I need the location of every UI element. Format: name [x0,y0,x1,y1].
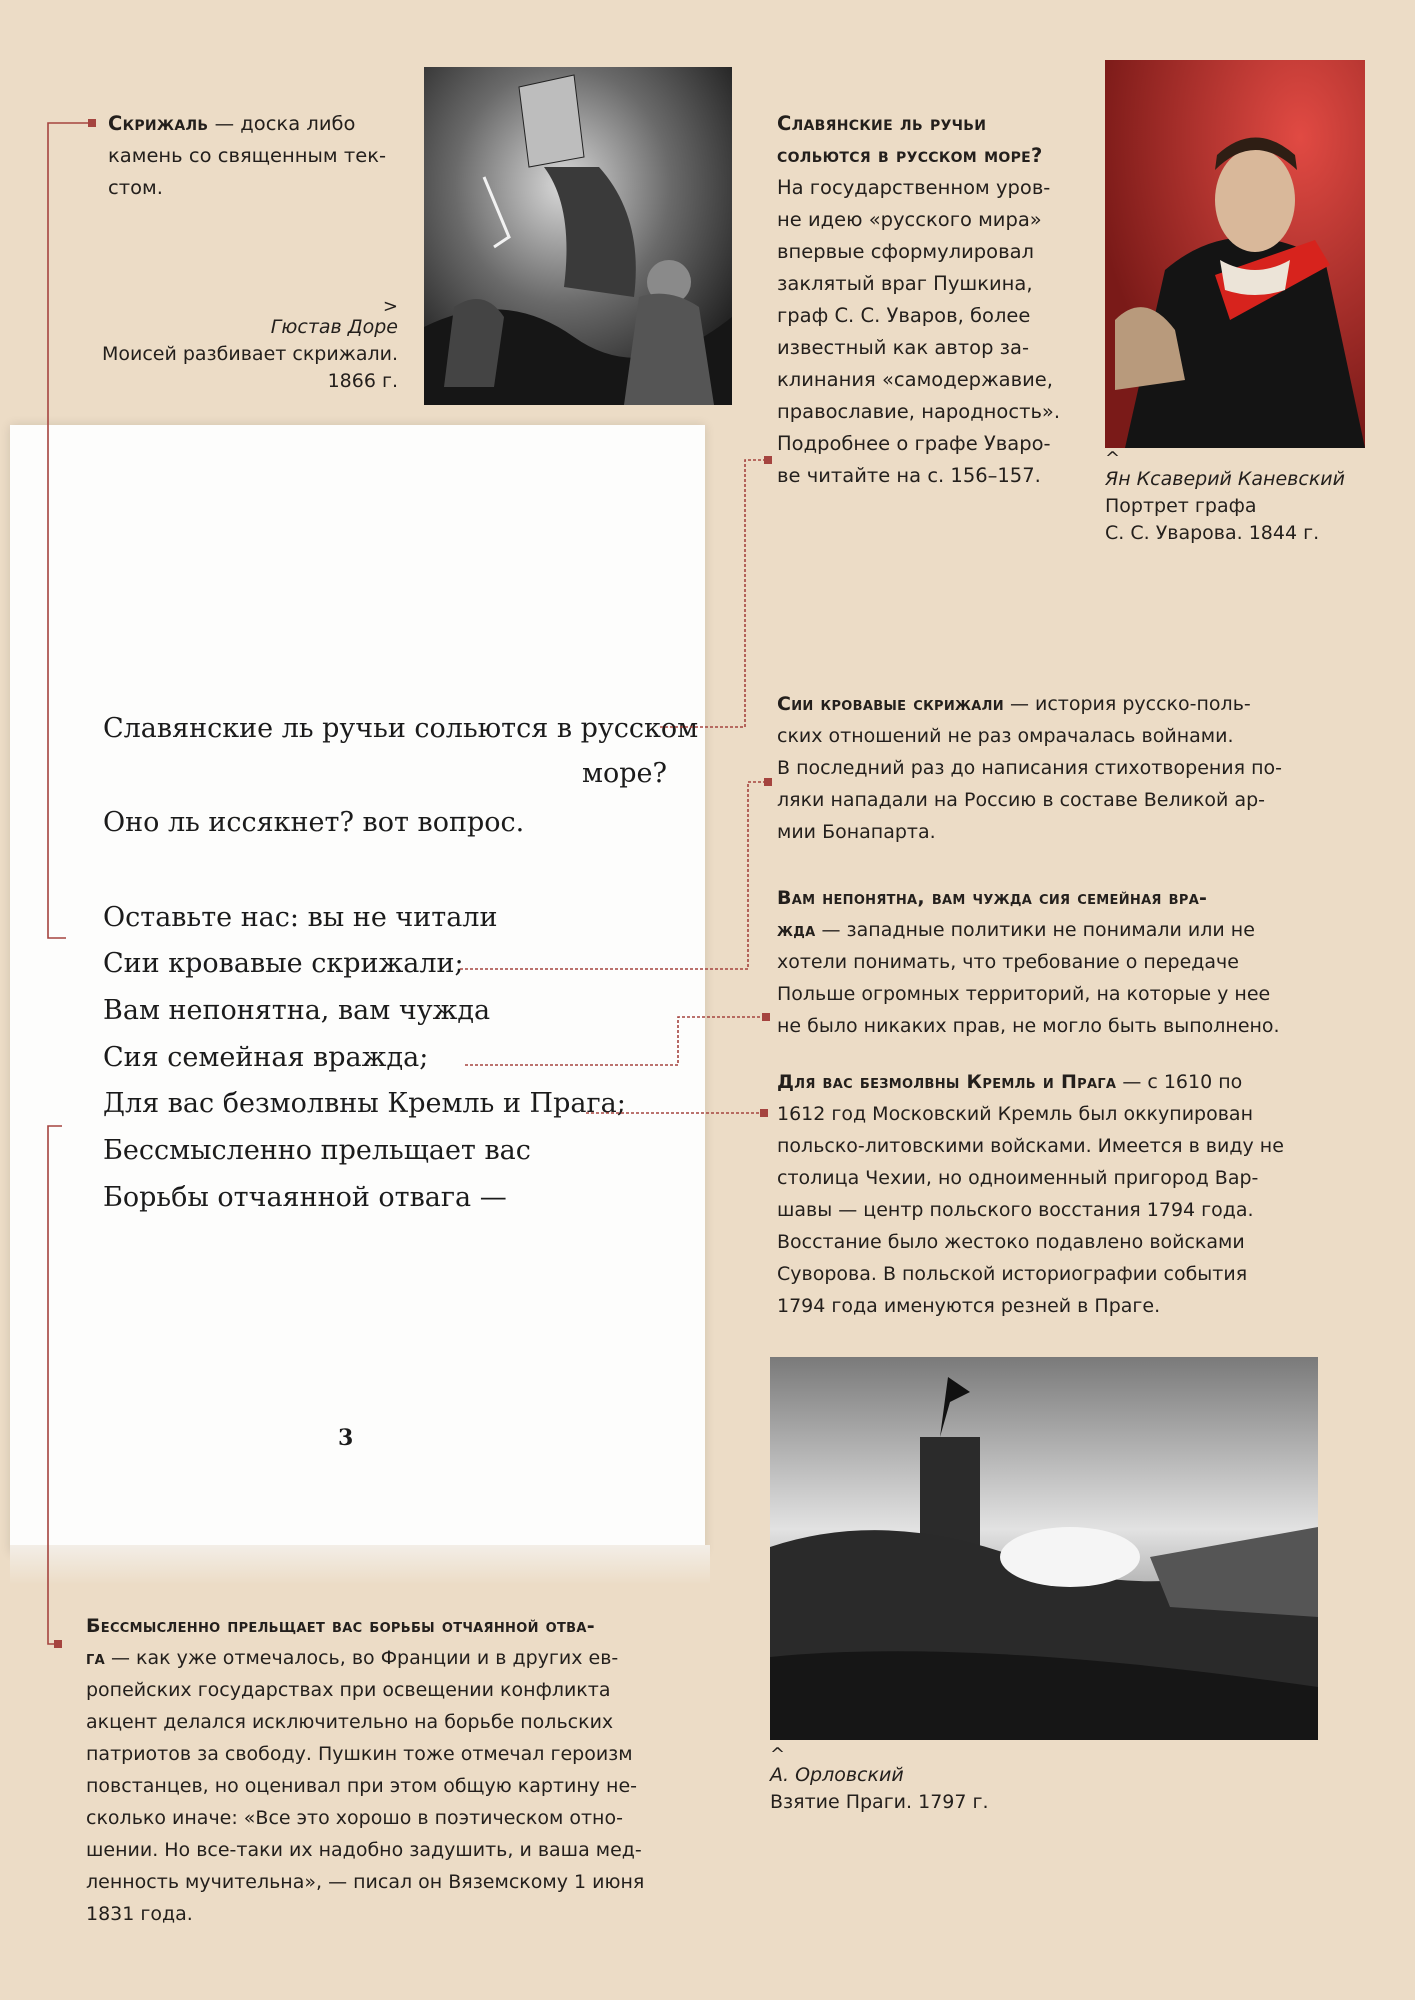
note-text: 1794 года именуются резней в Праге. [777,1295,1161,1317]
note-text: Суворова. В польской историографии события [777,1263,1248,1285]
note-text: Подробнее о графе Уваро- [777,432,1051,455]
note-text: ленность мучительна», — писал он Вяземскому 1 июня [86,1871,645,1893]
kanevsky-caption [1105,448,1405,547]
note-skrizhal [108,108,408,204]
note-text: На государственном уров- [777,176,1051,199]
note-family-feud [777,882,1337,1042]
note-text: В последний раз до написания стихотворения по- [777,757,1283,779]
note-heading: Славянские ль ручьи [777,112,987,135]
uvarov-portrait-image [1105,60,1365,448]
note-text: клинания «самодержавие, [777,368,1053,391]
note-bloody-tablets [777,688,1337,848]
poem-line: Бессмысленно прельщает вас [103,1135,531,1166]
note-text: — история русско-поль- [1003,693,1251,715]
note-text: не было никаких прав, не могло быть выполнено. [777,1015,1280,1037]
note-text: патриотов за свободу. Пушкин тоже отмечал героизм [86,1743,633,1765]
caption-arrow-icon: ^ [1105,448,1121,469]
moses-engraving-image [424,67,732,405]
note-heading: га [86,1647,105,1669]
poem-page-sheet [10,425,705,1553]
caption-author: Гюстав Доре [270,316,398,338]
caption-arrow-icon: > [382,296,398,317]
note-text: стом. [108,176,163,199]
note-desperate-courage [86,1610,686,1930]
poem-line: Вам непонятна, вам чужда [103,995,491,1026]
note-text: сколько иначе: «Все это хорошо в поэтическом отно- [86,1807,623,1829]
note-heading: Бессмысленно прельщает вас борьбы отчаянной отва- [86,1615,595,1637]
note-heading: Скрижаль [108,112,209,135]
caption-author: Ян Ксаверий Каневский [1105,468,1345,490]
note-text: православие, народность». [777,400,1061,423]
note-text: граф С. С. Уваров, более [777,304,1031,327]
poem-line: Сия семейная вражда; [103,1042,429,1073]
note-text: Восстание было жестоко подавлено войсками [777,1231,1245,1253]
caption-year: 1866 г. [327,370,398,392]
note-text: — как уже отмечалось, во Франции и в других ев- [104,1647,619,1669]
note-text: столица Чехии, но одноименный пригород Вар- [777,1167,1259,1189]
note-text: камень со священным тек- [108,144,387,167]
note-text: мии Бонапарта. [777,821,936,843]
poem-line: море? [582,758,667,789]
orlovsky-caption [770,1744,1170,1816]
note-text: не идею «русского мира» [777,208,1042,231]
poem-line: Оставьте нас: вы не читали [103,902,498,933]
note-text: польско-литовскими войсками. Имеется в виду не [777,1135,1284,1157]
note-text: заклятый враг Пушкина, [777,272,1033,295]
sheet-fold-shadow [10,1545,710,1585]
note-slavic-streams [777,108,1087,492]
poem-line: Славянские ль ручьи сольются в русском [103,713,699,744]
note-text: ляки нападали на Россию в составе Великой ар- [777,789,1265,811]
note-text: 1831 года. [86,1903,193,1925]
note-heading: Для вас безмолвны Кремль и Прага [777,1071,1117,1093]
poem-line: Сии кровавые скрижали; [103,948,464,979]
note-text: акцент делался исключительно на борьбе польских [86,1711,614,1733]
page-number: 3 [338,1425,354,1451]
note-text: ропейских государствах при освещении конфликта [86,1679,611,1701]
note-text: хотели понимать, что требование о передаче [777,951,1239,973]
note-text: ских отношений не раз омрачалась войнами. [777,725,1234,747]
note-text: — с 1610 по [1116,1071,1243,1093]
caption-year: С. С. Уварова. 1844 г. [1105,522,1320,544]
note-text: впервые сформулировал [777,240,1035,263]
note-text: шавы — центр польского восстания 1794 года. [777,1199,1254,1221]
note-heading: сольются в русском море? [777,144,1043,167]
note-text: — доска либо [208,112,356,135]
caption-title: Взятие Праги. 1797 г. [770,1791,989,1813]
caption-arrow-icon: ^ [770,1744,786,1765]
poem-line: Оно ль иссякнет? вот вопрос. [103,807,525,838]
note-text: ве читайте на с. 156–157. [777,464,1041,487]
note-text: шении. Но все-таки их надобно задушить, и ваша мед- [86,1839,642,1861]
praga-battle-engraving-image [770,1357,1318,1740]
note-text: 1612 год Московский Кремль был оккупирован [777,1103,1253,1125]
dore-caption [98,296,398,395]
note-heading: жда [777,919,816,941]
note-heading: Вам непонятна, вам чужда сия семейная вра- [777,887,1208,909]
note-text: известный как автор за- [777,336,1029,359]
poem-line: Для вас безмолвны Кремль и Прага; [103,1088,626,1119]
note-heading: Сии кровавые скрижали [777,693,1004,715]
poem-line: Борьбы отчаянной отвага — [103,1182,507,1213]
caption-title: Портрет графа [1105,495,1257,517]
caption-title: Моисей разбивает скрижали. [101,343,398,365]
note-text: повстанцев, но оценивал при этом общую картину не- [86,1775,637,1797]
caption-author: А. Орловский [770,1764,904,1786]
note-text: Польше огромных территорий, на которые у нее [777,983,1271,1005]
note-text: — западные политики не понимали или не [815,919,1255,941]
note-kremlin-prague [777,1066,1337,1322]
